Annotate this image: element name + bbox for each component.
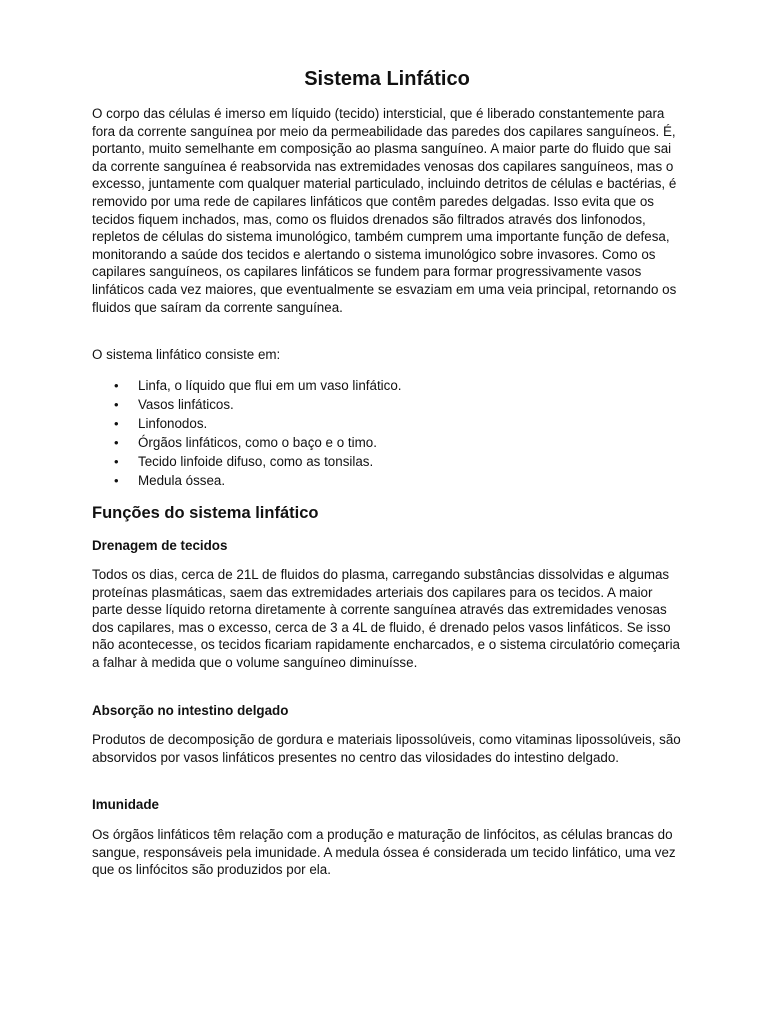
intro-paragraph: O corpo das células é imerso em líquido (tecido) intersticial, que é liberado constantemente para fora da corrente sanguínea por meio da permeabilidade das paredes dos capilares sanguíneos. É, portanto, muito semelhante em composição ao plasma sanguíneo. A maior parte do fluido que sai da corrente sanguínea é reabsorvida nas extremidades venosas dos capilares sanguíneos, mas o excesso, juntamente com qualquer material particulado, incluindo detritos de células e bactérias, é removido por uma rede de capilares linfáticos que contêm paredes delgadas. Isso evita que os tecidos fiquem inchados, mas, como os fluidos drenados são filtrados através dos linfonodos, repletos de células do sistema imunológico, também cumprem uma importante função de defesa, monitorando a saúde dos tecidos e alertando o sistema imunológico sobre invasores. Como os capilares sanguíneos, os capilares linfáticos se fundem para formar progressivamente vasos linfáticos cada vez maiores, que eventualmente se esvaziam em uma veia principal, retornando os fluidos que saíram da corrente sanguínea.	[92, 106, 677, 315]
list-item-text: Linfa, o líquido que flui em um vaso linfático.	[138, 378, 402, 393]
bullet-icon: •	[114, 435, 119, 450]
list-item	[92, 414, 682, 433]
list-item	[92, 471, 682, 490]
list-item-text: Linfonodos.	[138, 416, 208, 431]
section-body-imunidade: Os órgãos linfáticos têm relação com a produção e maturação de linfócitos, as células brancas do sangue, responsáveis pela imunidade. A medula óssea é considerada um tecido linfático, uma vez que os linfócitos são produzidos por ela.	[92, 827, 676, 878]
bullet-icon: •	[114, 397, 119, 412]
list-item	[92, 433, 682, 452]
section-title-absorcao: Absorção no intestino delgado	[92, 703, 289, 718]
document-title: Sistema Linfático	[304, 68, 470, 90]
list-item	[92, 376, 682, 395]
components-list	[92, 376, 682, 490]
section-body-absorcao: Produtos de decomposição de gordura e materiais lipossolúveis, como vitaminas lipossolúveis, são absorvidos por vasos linfáticos presentes no centro das vilosidades do intestino delgado.	[92, 732, 681, 765]
bullet-icon: •	[114, 416, 119, 431]
list-item-text: Medula óssea.	[138, 473, 226, 488]
list-item	[92, 452, 682, 471]
section-body-drenagem: Todos os dias, cerca de 21L de fluidos do plasma, carregando substâncias dissolvidas e algumas proteínas plasmáticas, saem das extremidades arteriais dos capilares para os tecidos. A maior parte desse líquido retorna diretamente à corrente sanguínea através das extremidades venosas dos capilares, mas o excesso, cerca de 3 a 4L de fluido, é drenado pelos vasos linfáticos. Se isso não acontecesse, os tecidos ficariam rapidamente encharcados, e o sistema circulatório começaria a falhar à medida que o volume sanguíneo diminuísse.	[92, 567, 680, 670]
list-item-text: Órgãos linfáticos, como o baço e o timo.	[138, 435, 377, 450]
functions-heading: Funções do sistema linfático	[92, 504, 319, 522]
bullet-icon: •	[114, 378, 119, 393]
section-title-drenagem: Drenagem de tecidos	[92, 538, 228, 553]
list-item	[92, 395, 682, 414]
list-lead-text: O sistema linfático consiste em:	[92, 347, 281, 362]
bullet-icon: •	[114, 473, 119, 488]
list-item-text: Vasos linfáticos.	[138, 397, 234, 412]
list-item-text: Tecido linfoide difuso, como as tonsilas.	[138, 454, 374, 469]
section-title-imunidade: Imunidade	[92, 797, 159, 812]
bullet-icon: •	[114, 454, 119, 469]
